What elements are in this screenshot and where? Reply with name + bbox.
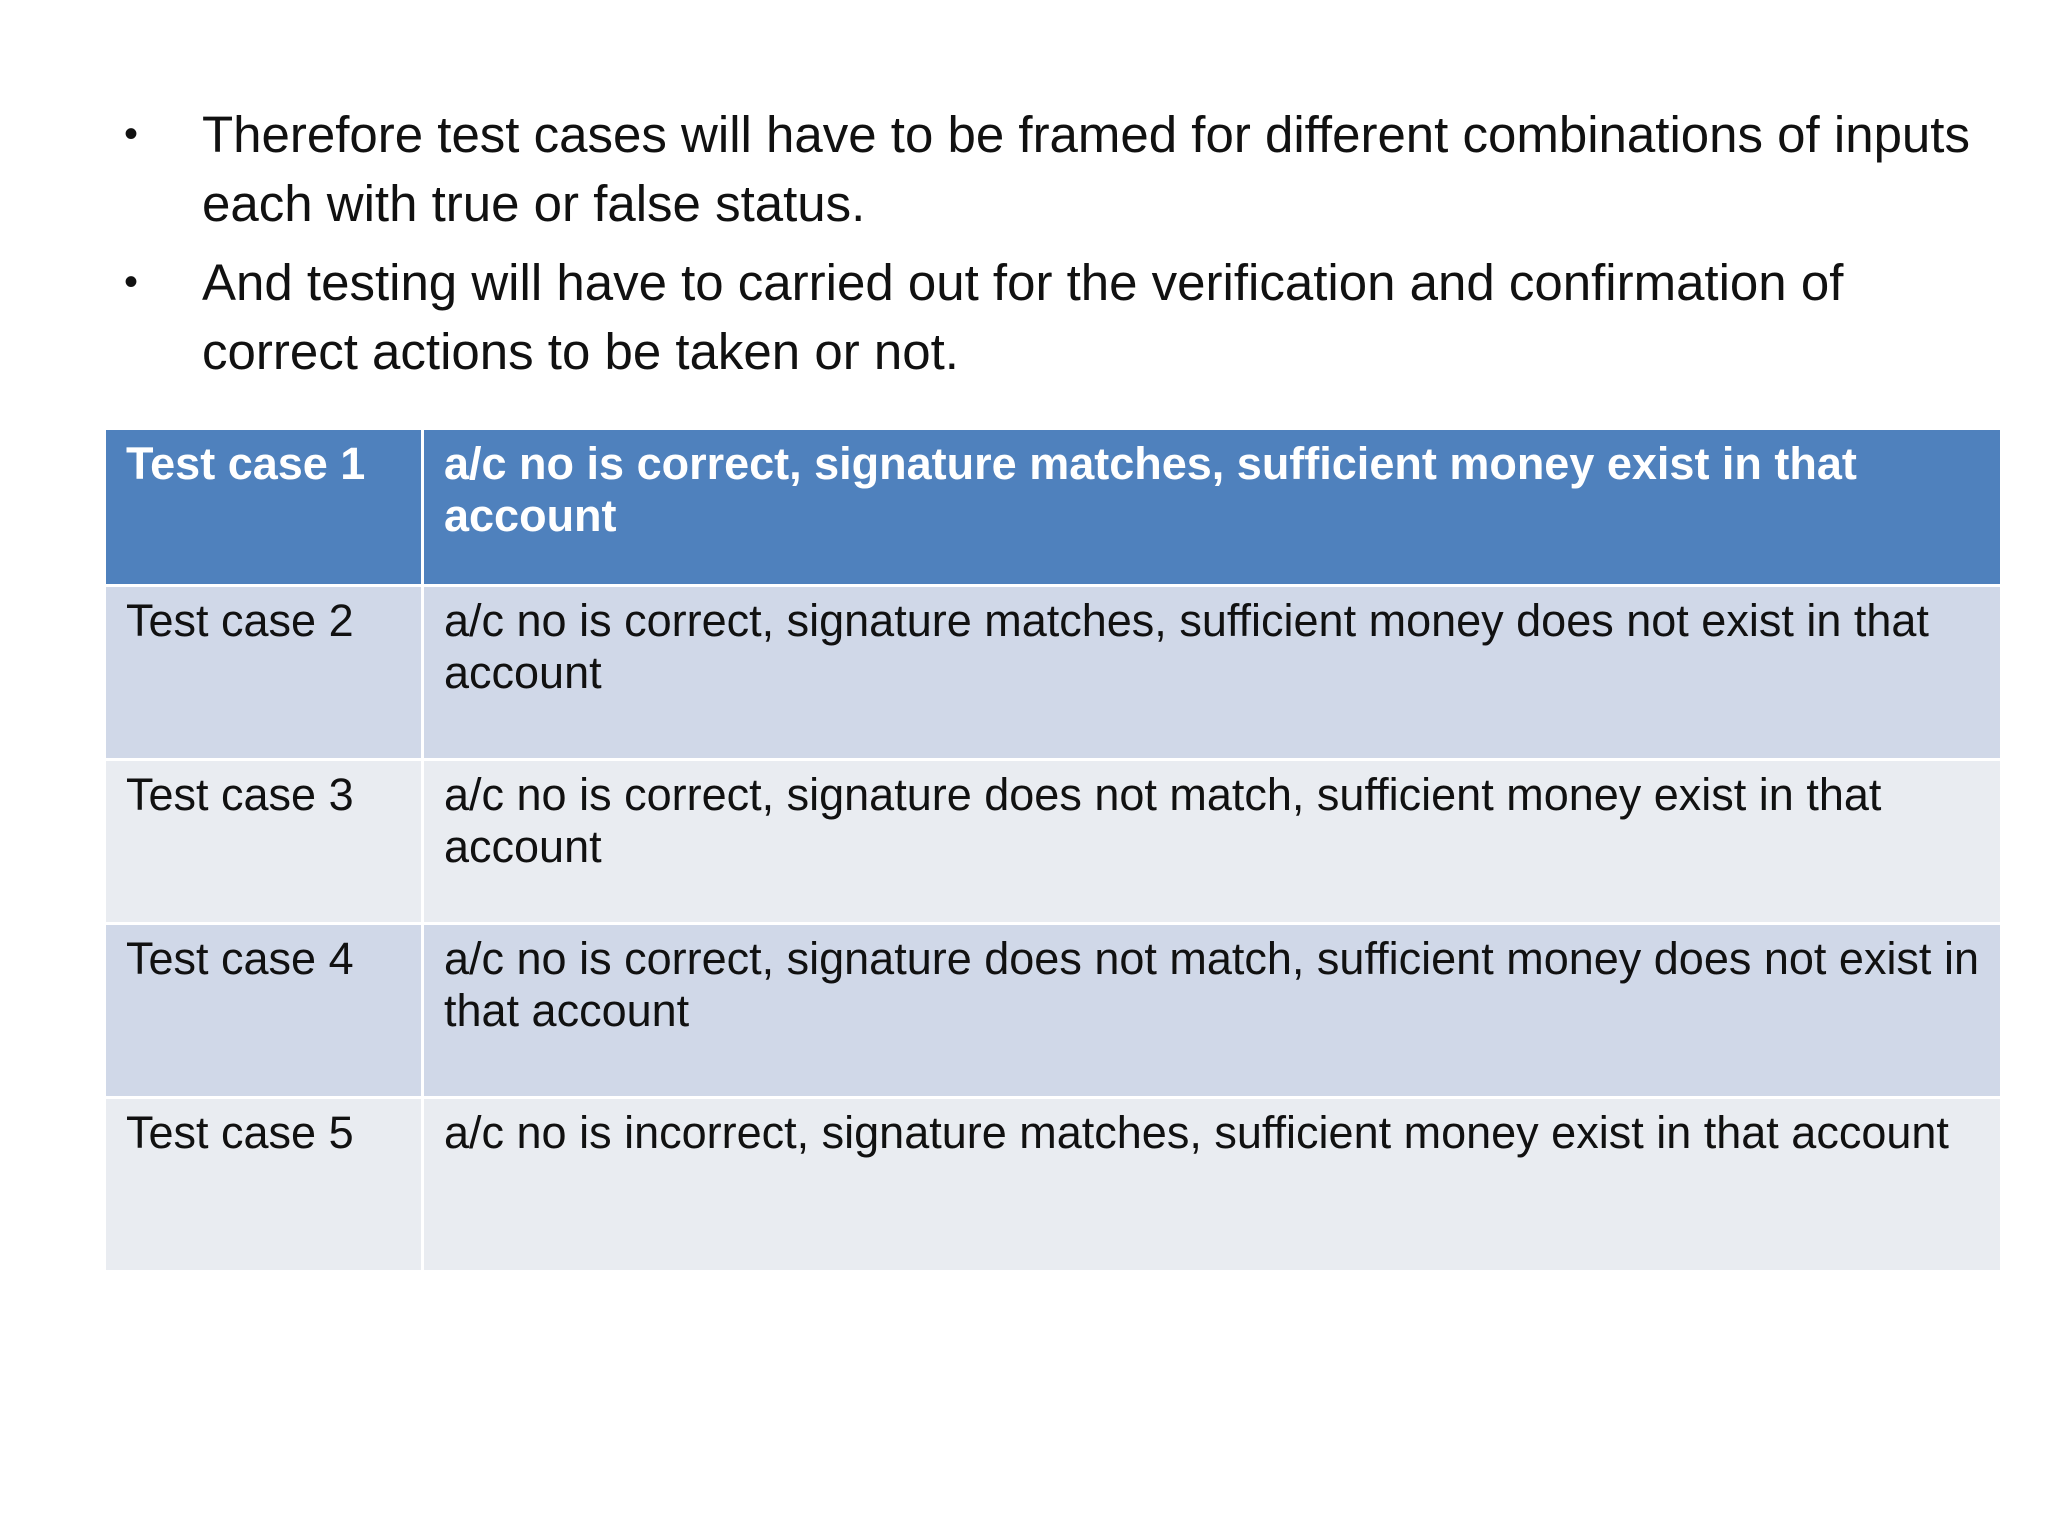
bullet-icon: •: [124, 260, 139, 304]
bullet-icon: •: [124, 112, 139, 156]
test-case-description: a/c no is incorrect, signature matches, sufficient money exist in that account: [423, 1098, 2002, 1272]
test-case-description: a/c no is correct, signature matches, sufficient money exist in that account: [423, 429, 2002, 586]
bullet-item: [124, 100, 1984, 238]
bullet-item: [124, 248, 1984, 386]
bullet-text: And testing will have to carried out for the verification and confirmation of correct actions to be taken or not.: [202, 254, 1844, 380]
test-case-label: Test case 3: [105, 760, 423, 924]
test-case-label: Test case 2: [105, 586, 423, 760]
test-case-table: [103, 427, 2003, 1273]
table-row: [105, 586, 2002, 760]
table-row: [105, 924, 2002, 1098]
test-case-label: Test case 4: [105, 924, 423, 1098]
bullet-list: [124, 100, 1984, 396]
test-case-description: a/c no is correct, signature matches, sufficient money does not exist in that account: [423, 586, 2002, 760]
test-case-label: Test case 1: [105, 429, 423, 586]
table-row: [105, 760, 2002, 924]
table-row: [105, 429, 2002, 586]
test-case-description: a/c no is correct, signature does not match, sufficient money exist in that account: [423, 760, 2002, 924]
test-case-description: a/c no is correct, signature does not match, sufficient money does not exist in that account: [423, 924, 2002, 1098]
test-case-label: Test case 5: [105, 1098, 423, 1272]
table-row: [105, 1098, 2002, 1272]
bullet-text: Therefore test cases will have to be framed for different combinations of inputs each with true or false status.: [202, 106, 1970, 232]
